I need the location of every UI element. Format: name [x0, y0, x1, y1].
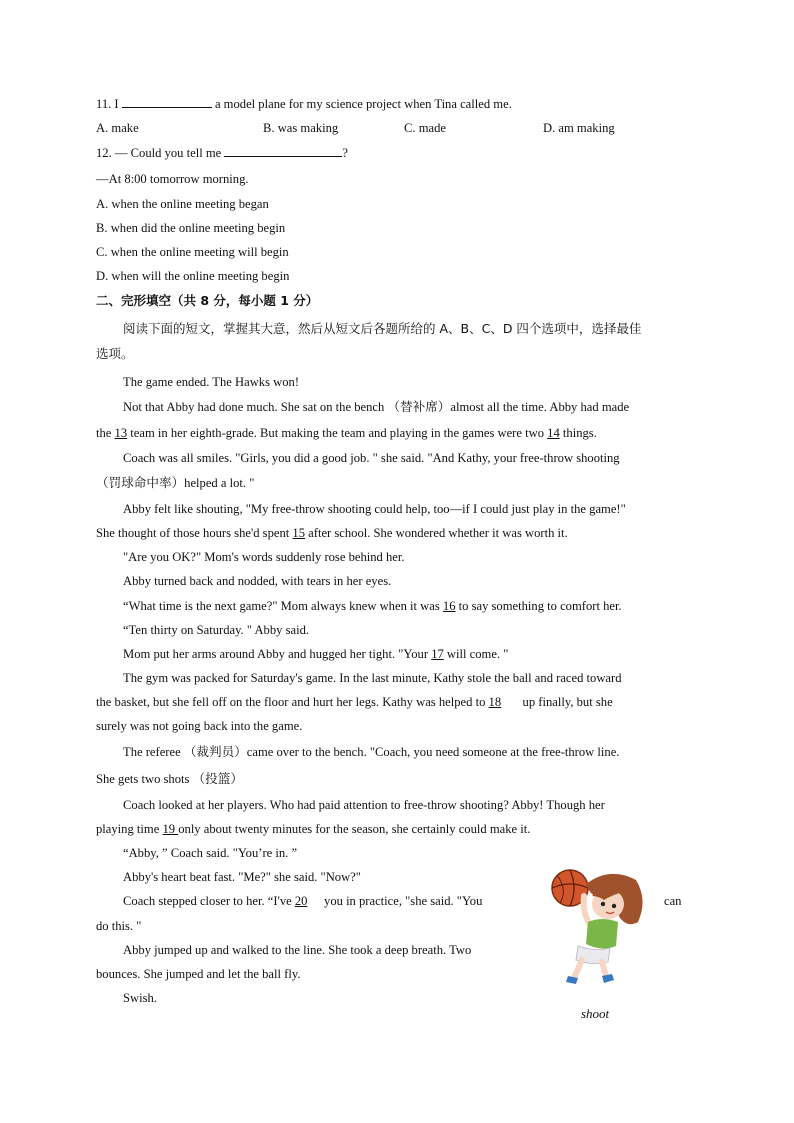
option-b: B. was making: [263, 121, 339, 135]
blank-19: 19: [162, 822, 179, 836]
paragraph: “What time is the next game?" Mom always knew when it was 16 to say something to comfort her.: [123, 599, 622, 613]
blank-20: 20: [294, 894, 308, 908]
paragraph: The gym was packed for Saturday's game. In the last minute, Kathy stole the ball and raced toward: [123, 671, 622, 685]
blank-13: 13: [114, 426, 128, 440]
option-d: D. am making: [543, 121, 615, 135]
paragraph: “Ten thirty on Saturday. " Abby said.: [123, 623, 310, 637]
paragraph: Abby felt like shouting, "My free-throw shooting could help, too—if I could just play in the game!": [123, 502, 626, 516]
paragraph: Abby jumped up and walked to the line. She took a deep breath. Two: [123, 943, 472, 957]
option-c: C. when the online meeting will begin: [96, 245, 289, 259]
paragraph-line: surely was not going back into the game.: [96, 719, 303, 733]
paragraph-line: the basket, but she fell off on the floor and hurt her legs. Kathy was helped to 18 up finally, but she: [96, 695, 613, 709]
paragraph: Coach looked at her players. Who had paid attention to free-throw shooting? Abby! Though her: [123, 798, 605, 812]
paragraph-line: （罚球命中率）helped a lot. ": [96, 476, 255, 490]
paragraph: Abby's heart beat fast. "Me?" she said. "Now?": [123, 870, 361, 884]
paragraph: Mom put her arms around Abby and hugged her tight. "Your 17 will come. ": [123, 647, 509, 661]
section-title: 二、完形填空（共 8 分，每小题 1 分）: [96, 293, 319, 308]
option-d: D. when will the online meeting begin: [96, 269, 290, 283]
answer-blank: [224, 145, 342, 157]
girl-shooting-basketball-illustration: [548, 866, 650, 988]
paragraph: The game ended. The Hawks won!: [123, 375, 300, 389]
blank-17: 17: [431, 647, 444, 661]
answer-blank: [122, 96, 212, 108]
option-c: C. made: [404, 121, 446, 135]
question-12-stem: 12. — Could you tell me ?: [96, 146, 348, 160]
paragraph: Coach was all smiles. "Girls, you did a good job. " she said. "And Kathy, your free-throw shooting: [123, 451, 620, 465]
option-a: A. when the online meeting began: [96, 197, 269, 211]
paragraph: Swish.: [123, 991, 157, 1005]
paragraph-line: She thought of those hours she'd spent 15 after school. She wondered whether it was worth it.: [96, 526, 568, 540]
question-12-answer-line: —At 8:00 tomorrow morning.: [96, 172, 249, 186]
paragraph: "Are you OK?" Mom's words suddenly rose behind her.: [123, 550, 405, 564]
section-instruction-cont: 选项。: [96, 346, 134, 361]
paragraph: “Abby, ” Coach said. "You’re in. ”: [123, 846, 298, 860]
option-a: A. make: [96, 121, 139, 135]
blank-16: 16: [442, 599, 456, 613]
paragraph-line-end: can: [664, 894, 682, 908]
option-b: B. when did the online meeting begin: [96, 221, 286, 235]
paragraph: Coach stepped closer to her. “I've 20 you in practice, "she said. "You: [123, 894, 483, 908]
section-instruction: 阅读下面的短文，掌握其大意，然后从短文后各题所给的 A、B、C、D 四个选项中，选择最佳: [123, 321, 642, 336]
blank-14: 14: [547, 426, 560, 440]
paragraph: Abby turned back and nodded, with tears in her eyes.: [123, 574, 392, 588]
paragraph: Not that Abby had done much. She sat on the bench （替补席）almost all the time. Abby had made: [123, 400, 630, 414]
paragraph-line: She gets two shots （投篮）: [96, 772, 243, 786]
question-11-stem: 11. I a model plane for my science project when Tina called me.: [96, 97, 512, 111]
paragraph-line: bounces. She jumped and let the ball fly.: [96, 967, 301, 981]
paragraph: The referee （裁判员）came over to the bench. "Coach, you need someone at the free-throw line.: [123, 745, 620, 759]
blank-15: 15: [292, 526, 306, 540]
paragraph-line: do this. ": [96, 919, 142, 933]
paragraph-line: the 13 team in her eighth-grade. But making the team and playing in the games were two 14 things.: [96, 426, 597, 440]
paragraph-line: playing time 19 only about twenty minutes for the season, she certainly could make it.: [96, 822, 531, 836]
figure-caption: shoot: [581, 1006, 610, 1021]
blank-18: 18: [488, 695, 502, 709]
